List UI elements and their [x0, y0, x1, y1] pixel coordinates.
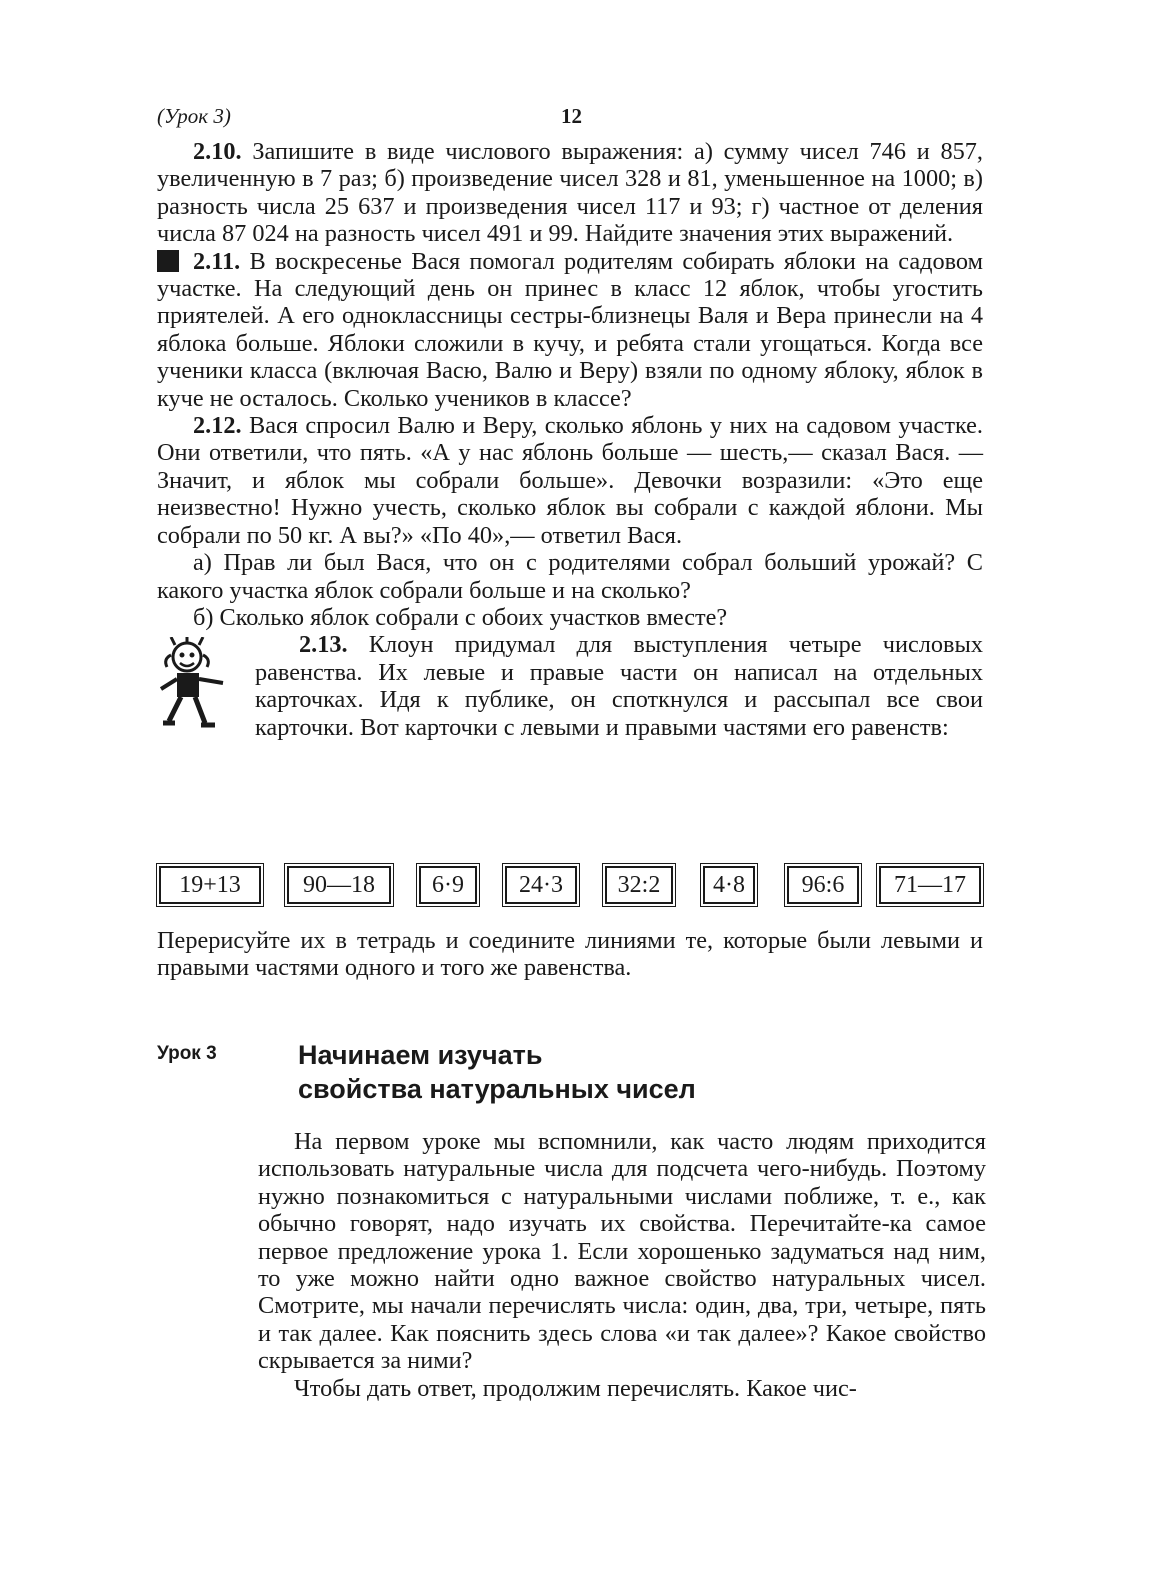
clown-icon — [157, 637, 229, 729]
exercise-text: Запишите в виде числового выражения: а) сумму чисел 746 и 857, увеличенную в 7 раз; б) произведение чисел 328 и 81, уменьшенное на 1000; в) разность числа 25 637 и произведения чисел 117 и 93; г) частное от деления числа 87 024 на разность чисел 491 и 99. Найдите значения этих выражений. — [157, 138, 983, 248]
card: 6·9 — [419, 866, 477, 904]
lesson-title-line: свойства натуральных чисел — [298, 1074, 696, 1104]
exercise-number: 2.10. — [193, 138, 242, 165]
page-header — [157, 104, 983, 134]
exercise-2-10 — [157, 138, 983, 248]
lesson-body — [258, 1128, 986, 1402]
exercises — [157, 138, 983, 771]
card: 24·3 — [505, 866, 577, 904]
exercise-number: 2.11. — [193, 247, 241, 275]
exercise-text: Вася спросил Валю и Веру, сколько яблонь у них на садовом участке. Они ответили, что пять. «А у нас яблонь больше — шесть,— сказал Вася. — Значит, и яблок мы собрали больше». Девочки возразили: «Это еще неизвестно! Нужно учесть, сколько яблок вы собрали с каждой яблони. Мы собрали по 50 кг. А вы?» «По 40»,— ответил Вася. — [157, 412, 983, 549]
lesson-title — [298, 1038, 983, 1106]
exercise-number: 2.12. — [193, 412, 242, 440]
card: 96:6 — [787, 866, 859, 904]
exercise-2-12-part-b: б) Сколько яблок собрали с обоих участков вместе? — [193, 603, 728, 631]
exercise-2-13-text — [255, 631, 983, 741]
exercise-2-13-instructions — [157, 927, 983, 982]
exercise-marker-icon — [157, 250, 179, 272]
lesson-paragraph: Чтобы дать ответ, продолжим перечислять. Какое чис- — [294, 1374, 857, 1402]
lesson-paragraph: На первом уроке мы вспомнили, как часто людям приходится использовать натуральные числа для подсчета чего-нибудь. Поэтому нужно познакомиться с натуральными числами поближе, т. е., как обычно говорят, надо изучать их свойства. Перечитайте-ка самое первое предложение урока 1. Если хорошенько задуматься над ним, то уже можно найти одно важное свойство натуральных чисел. Смотрите, мы начали перечислять числа: один, два, три, четыре, пять и так далее. Как пояснить здесь слова «и так далее»? Какое свойство скрывается за ними? — [258, 1128, 986, 1375]
page-number: 12 — [561, 104, 582, 128]
exercise-2-13 — [255, 631, 983, 741]
card-row — [157, 866, 983, 910]
lesson-label: Урок 3 — [157, 1043, 217, 1064]
card: 19+13 — [159, 866, 261, 904]
card: 71—17 — [879, 866, 981, 904]
exercise-2-12-part-a: а) Прав ли был Вася, что он с родителями собрал больший урожай? С какого участка яблок собрали больше и на сколько? — [157, 549, 983, 604]
exercise-number: 2.13. — [299, 631, 348, 659]
exercise-2-11 — [157, 248, 983, 412]
exercise-text: Клоун придумал для выступления четыре числовых равенства. Их левые и правые части он написал на отдельных карточках. Идя к публике, он споткнулся и рассыпал все свои карточки. Вот карточки с левыми и правыми частями его равенств: — [255, 631, 983, 741]
instructions-text: Перерисуйте их в тетрадь и соедините линиями те, которые были левыми и правыми частями одного и того же равенства. — [157, 927, 983, 982]
exercise-2-13-block — [157, 631, 983, 771]
lesson-title-line: Начинаем изучать — [298, 1040, 543, 1070]
exercise-text: В воскресенье Вася помогал родителям собирать яблоки на садовом участке. На следующий день он принес в класс 12 яблок, чтобы угостить приятелей. А его одноклассницы сестры-близнецы Валя и Вера принесли на 4 яблока больше. Яблоки сложили в кучу, и ребята стали угощаться. Когда все ученики класса (включая Васю, Валю и Веру) взяли по одному яблоку, яблок в куче не осталось. Сколько учеников в классе? — [157, 247, 983, 412]
card: 90—18 — [287, 866, 391, 904]
card: 4·8 — [703, 866, 755, 904]
card: 32:2 — [605, 866, 673, 904]
exercise-2-12 — [157, 412, 983, 549]
running-title: (Урок 3) — [157, 104, 231, 128]
